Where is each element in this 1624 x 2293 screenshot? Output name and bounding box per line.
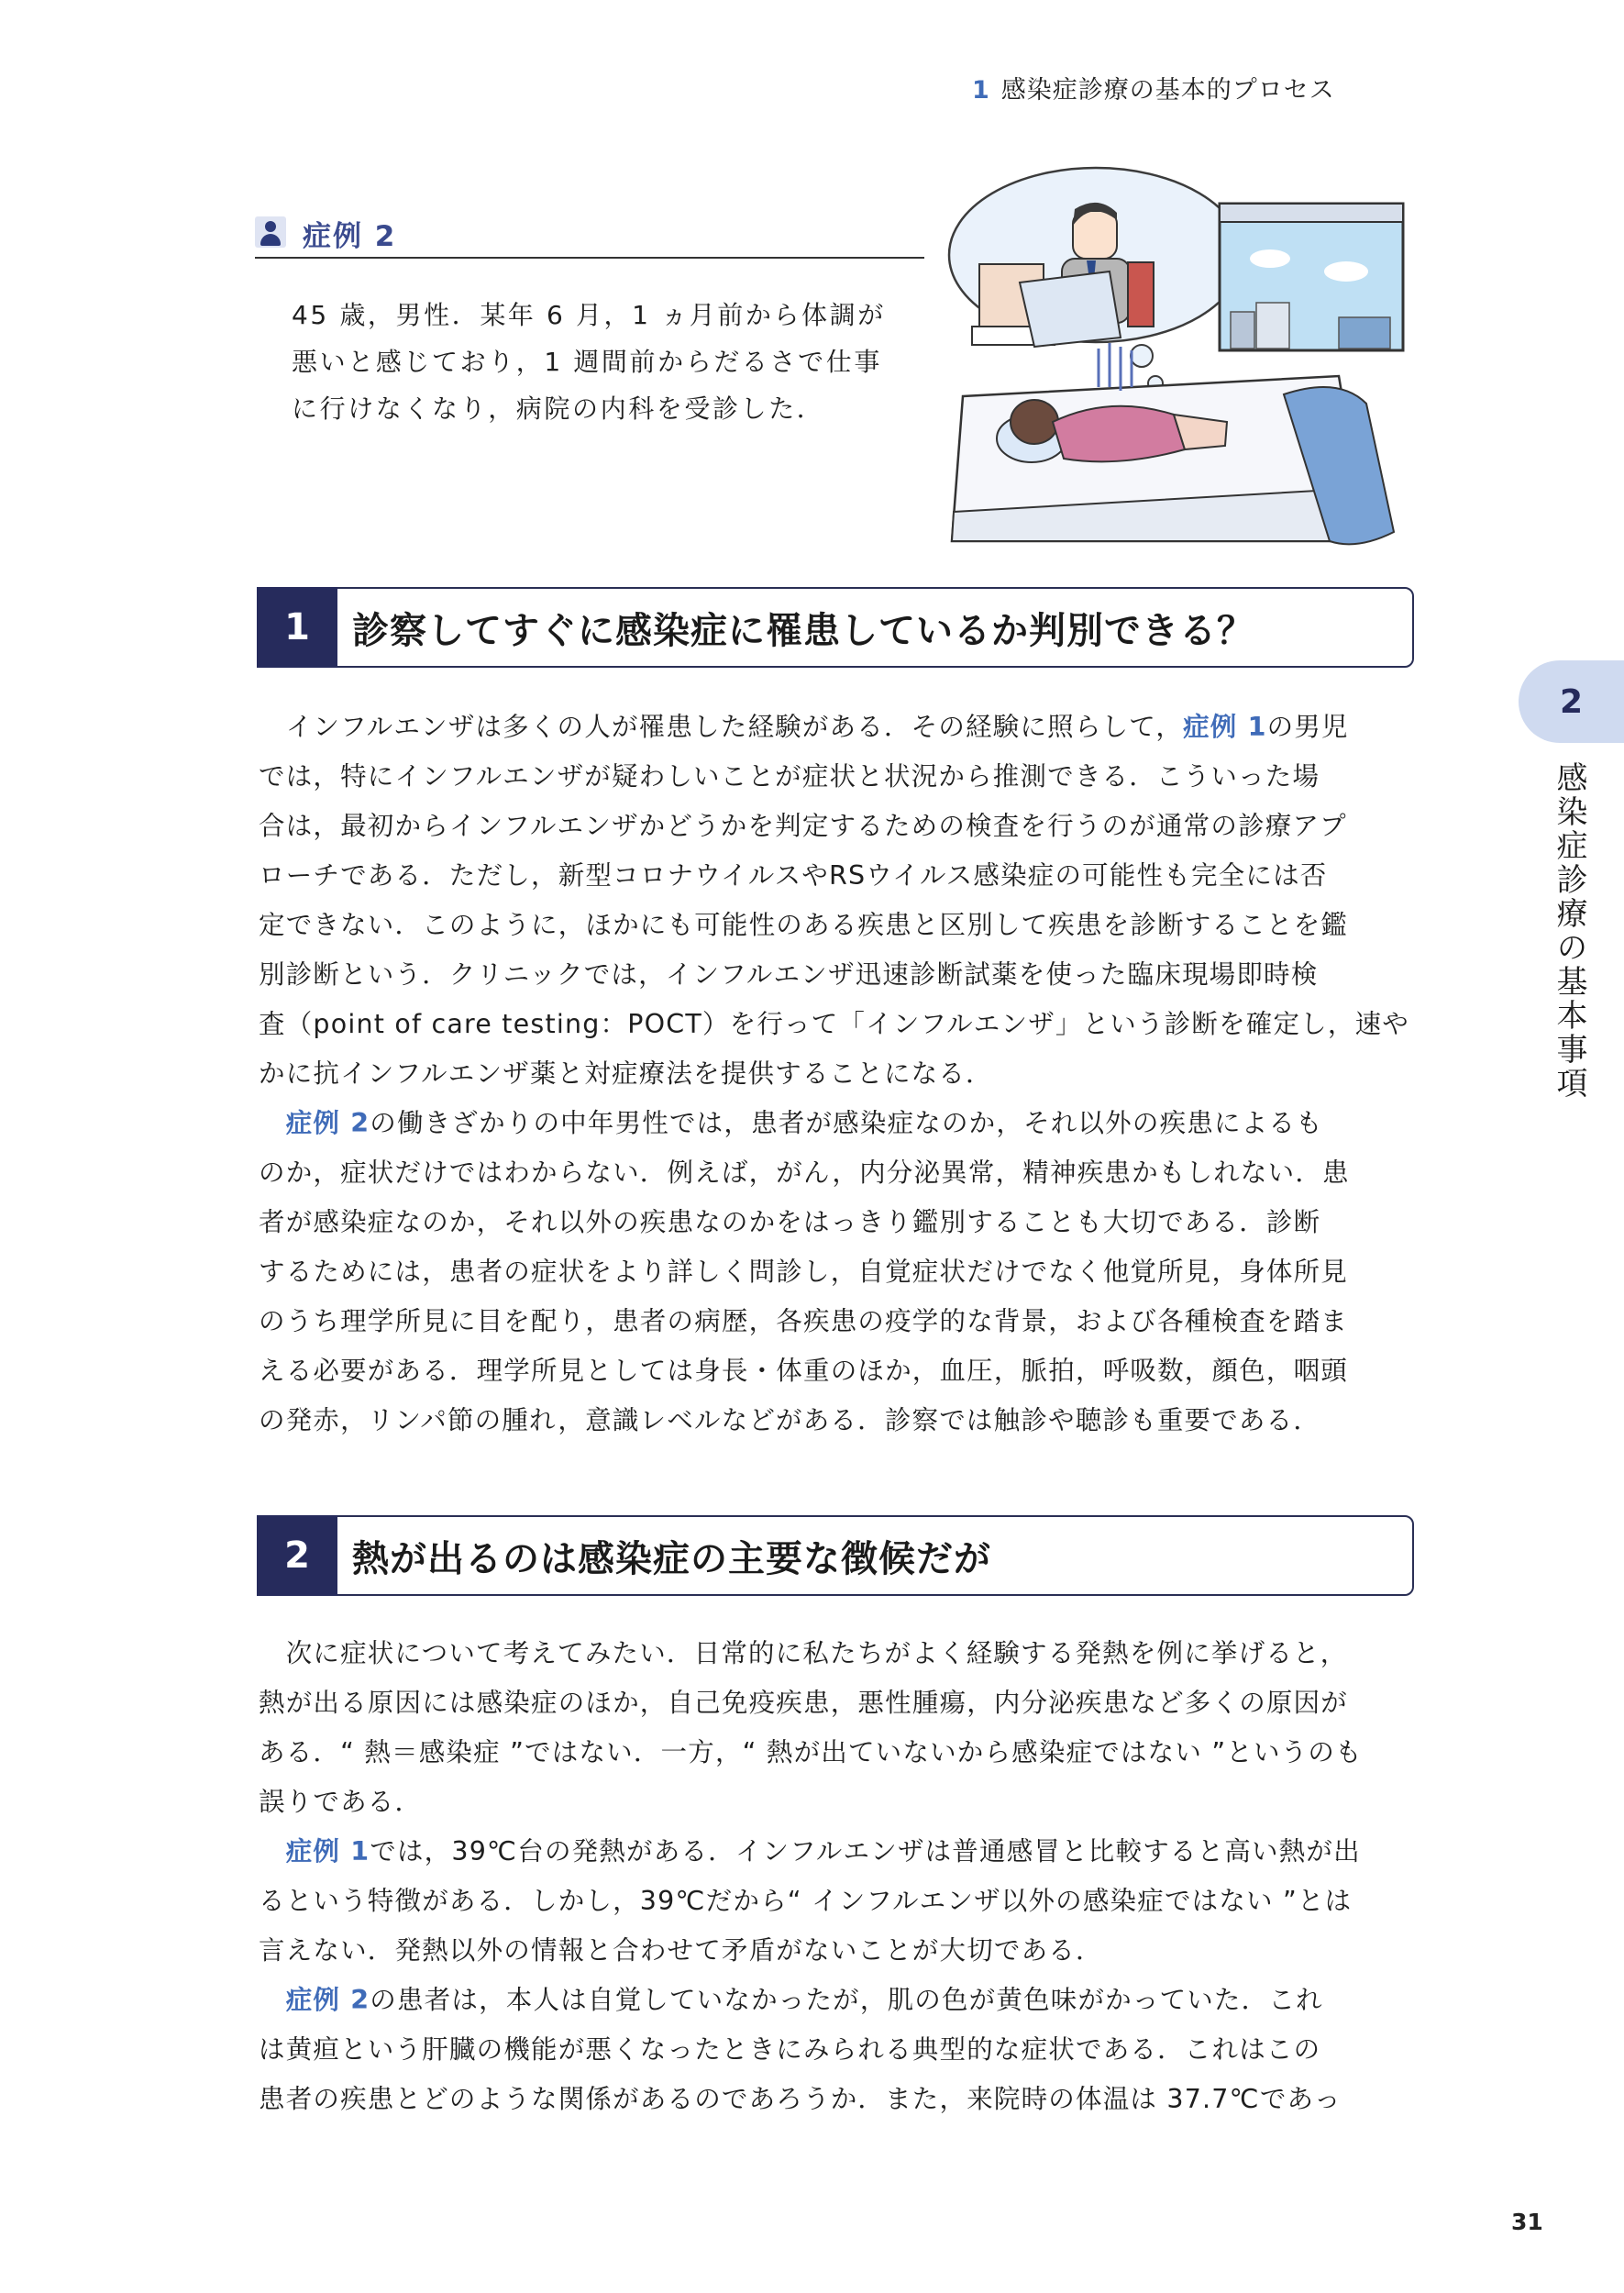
case-line: 悪いと感じており，1 週間前からだるさで仕事 xyxy=(292,347,882,377)
case-line: 45 歳，男性．某年 6 月，1 ヵ月前から体調が xyxy=(292,300,886,330)
paragraph-line: の発赤，リンパ節の腫れ，意識レベルなどがある．診察では触診や聴診も重要である． xyxy=(259,1405,1321,1435)
paragraph-line: 次に症状について考えてみたい．日常的に私たちがよく経験する発熱を例に挙げると， xyxy=(259,1638,1348,1668)
text-run xyxy=(259,1985,286,2015)
chapter-tab[interactable]: 2 xyxy=(1519,660,1624,743)
paragraph-line: ある．“ 熱＝感染症 ”ではない．一方，“ 熱が出ていないから感染症ではない ”というのも xyxy=(259,1737,1363,1767)
paragraph-line: るという特徴がある．しかし，39℃だから“ インフルエンザ以外の感染症ではない ”とは xyxy=(259,1886,1353,1916)
section-1-heading xyxy=(257,587,1414,668)
case-line: に行けなくなり，病院の内科を受診した． xyxy=(292,393,825,424)
case-1-link[interactable]: 症例 1 xyxy=(285,1836,370,1867)
case-2-link[interactable]: 症例 2 xyxy=(285,1108,370,1138)
case-1-link[interactable]: 症例 1 xyxy=(1183,712,1267,742)
paragraph-line: 誤りである． xyxy=(259,1787,423,1817)
paragraph-line: 合は，最初からインフルエンザかどうかを判定するための検査を行うのが通常の診療アプ xyxy=(259,811,1347,841)
text-run xyxy=(259,1836,286,1867)
running-head-number: 1 xyxy=(972,76,990,105)
case-title: 症例 2 xyxy=(303,220,397,253)
running-head xyxy=(972,70,1431,105)
paragraph-line: のうち理学所見に目を配り，患者の病歴，各疾患の疫学的な背景，および各種検査を踏ま xyxy=(259,1306,1349,1336)
paragraph-line xyxy=(259,1976,1416,2025)
paragraph-line: するためには，患者の症状をより詳しく問診し，自覚症状だけでなく他覚所見，身体所見 xyxy=(259,1257,1349,1287)
person-icon xyxy=(255,216,286,248)
text-run xyxy=(259,1108,286,1138)
chapter-tab-label: 感染症診療の基本事項 xyxy=(1551,761,1587,1101)
case-2-link[interactable]: 症例 2 xyxy=(285,1985,370,2015)
text-run: では，39℃台の発熱がある．インフルエンザは普通感冒と比較すると高い熱が出 xyxy=(370,1836,1361,1867)
paragraph-line: 定できない．このように，ほかにも可能性のある疾患と区別して疾患を診断することを鑑 xyxy=(259,910,1349,940)
paragraph-line: は黄疸という肝臓の機能が悪くなったときにみられる典型的な症状である．これはこの xyxy=(259,2034,1321,2065)
case-heading xyxy=(255,213,924,259)
paragraph-line: 者が感染症なのか，それ以外の疾患なのかをはっきり鑑別することも大切である．診断 xyxy=(259,1207,1321,1237)
paragraph-line xyxy=(259,1827,1416,1877)
paragraph-line xyxy=(259,1099,1416,1148)
paragraph-line: える必要がある．理学所見としては身長・体重のほか，血圧，脈拍，呼吸数，顔色，咽頭 xyxy=(259,1356,1349,1386)
paragraph-line: のか，症状だけではわからない．例えば，がん，内分泌異常，精神疾患かもしれない．患 xyxy=(259,1158,1350,1188)
section-2-body xyxy=(259,1629,1416,2124)
paragraph-line: 査（point of care testing：POCT）を行って「インフルエンザ」という診断を確定し，速や xyxy=(259,1009,1409,1039)
section-2-title: 熱が出るのは感染症の主要な徴候だが xyxy=(352,1537,991,1580)
paragraph-line: 患者の疾患とどのような関係があるのであろうか．また，来院時の体温は 37.7℃であっ xyxy=(259,2084,1342,2114)
case-description xyxy=(292,292,934,432)
text-run: の患者は，本人は自覚していなかったが，肌の色が黄色味がかっていた．これ xyxy=(370,1985,1323,2015)
page-number: 31 xyxy=(1511,2209,1543,2235)
paragraph-line: 熱が出る原因には感染症のほか，自己免疫疾患，悪性腫瘍，内分泌疾患など多くの原因が xyxy=(259,1688,1349,1718)
section-2-heading xyxy=(257,1515,1414,1596)
section-1-title: 診察してすぐに感染症に罹患しているか判別できる？ xyxy=(352,609,1254,652)
text-run: の男児 xyxy=(1266,712,1349,742)
section-1-body xyxy=(259,703,1416,1446)
sick-man-illustration xyxy=(935,147,1412,550)
paragraph-line: では，特にインフルエンザが疑わしいことが症状と状況から推測できる．こういった場 xyxy=(259,761,1320,792)
paragraph-line: 別診断という．クリニックでは，インフルエンザ迅速診断試薬を使った臨床現場即時検 xyxy=(259,959,1319,990)
paragraph-line: 言えない．発熱以外の情報と合わせて矛盾がないことが大切である． xyxy=(259,1935,1103,1966)
text-run: インフルエンザは多くの人が罹患した経験がある．その経験に照らして， xyxy=(259,712,1184,742)
case-heading-rule xyxy=(255,257,924,259)
paragraph-line xyxy=(259,703,1416,752)
section-2-number: 2 xyxy=(257,1515,337,1596)
running-head-title: 感染症診療の基本的プロセス xyxy=(1000,76,1335,105)
paragraph-line: かに抗インフルエンザ薬と対症療法を提供することになる． xyxy=(259,1058,993,1089)
section-1-number: 1 xyxy=(257,587,337,668)
paragraph-line: ローチである．ただし，新型コロナウイルスやRSウイルス感染症の可能性も完全には否 xyxy=(259,860,1328,891)
text-run: の働きざかりの中年男性では，患者が感染症なのか，それ以外の疾患によるも xyxy=(370,1108,1323,1138)
